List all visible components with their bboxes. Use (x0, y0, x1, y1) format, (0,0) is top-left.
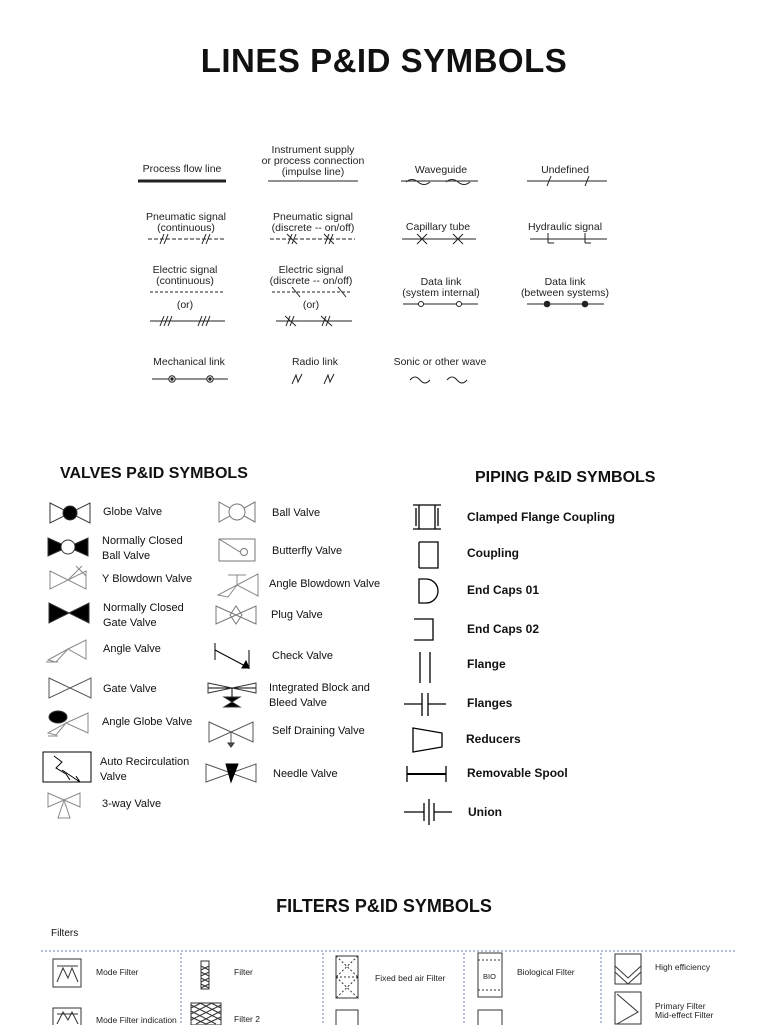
filter-label-biological: Biological Filter (517, 967, 575, 977)
valves-section-title: VALVES P&ID SYMBOLS (60, 465, 248, 482)
filter-symbol (201, 961, 209, 989)
filters-subtitle: Filters (51, 928, 79, 939)
filter-bio-box-text: BIO (483, 972, 496, 981)
filter-label-filter-2: Filter 2 (234, 1014, 260, 1024)
valve-label-self-draining: Self Draining Valve (272, 725, 365, 737)
piping-label-removable-spool: Removable Spool (467, 766, 568, 780)
filter-label-fixed-bed: Fixed bed air Filter (375, 973, 446, 983)
line-label-electric-discrete: Electric signal (discrete -- on/off) (269, 264, 353, 287)
line-label-undefined: Undefined (541, 164, 589, 176)
valve-label-nc-gate: Normally Closed Gate Valve (103, 602, 184, 629)
line-label-waveguide: Waveguide (414, 164, 468, 176)
line-or-electric-continuous: (or) (176, 299, 194, 311)
valve-label-3-way: 3-way Valve (102, 798, 162, 810)
filter-label-filter: Filter (234, 967, 253, 977)
biological-filter-symbol (478, 953, 502, 1025)
line-label-process-flow: Process flow line (142, 163, 222, 175)
piping-label-end-caps-02: End Caps 02 (467, 622, 540, 636)
valve-label-y-blowdown: Y Blowdown Valve (102, 573, 193, 585)
line-label-capillary-tube: Capillary tube (405, 221, 471, 233)
piping-label-flange: Flange (467, 657, 506, 671)
line-label-data-link-between: Data link (between systems) (520, 276, 610, 299)
line-label-data-link-internal: Data link (system internal) (402, 276, 480, 299)
filter-label-mode-indication: Mode Filter indication (96, 1015, 177, 1025)
valve-label-ball: Ball Valve (272, 507, 321, 519)
valve-label-auto-recirculation: Auto Recirculation Valve (100, 756, 190, 783)
piping-label-union: Union (468, 805, 502, 819)
high-efficiency-filter-symbol (615, 954, 641, 984)
piping-label-flanges: Flanges (467, 696, 513, 710)
filter-label-high-efficiency: High efficiency (655, 962, 711, 972)
line-label-instrument-supply: Instrument supply or process connection (impulse line) (261, 144, 365, 178)
primary-filter-symbol (615, 992, 641, 1024)
valve-label-nc-ball: Normally Closed Ball Valve (102, 535, 183, 562)
filter-label-mode: Mode Filter (96, 967, 139, 977)
valve-label-angle-globe: Angle Globe Valve (102, 716, 193, 728)
valve-label-butterfly: Butterfly Valve (272, 545, 343, 557)
filters-section-title: FILTERS P&ID SYMBOLS (276, 896, 492, 916)
mode-filter-indication-symbol (53, 1008, 81, 1025)
valve-label-globe: Globe Valve (103, 506, 163, 518)
piping-label-clamped-flange: Clamped Flange Coupling (467, 510, 616, 524)
piping-label-end-caps-01: End Caps 01 (467, 583, 540, 597)
piping-label-reducers: Reducers (466, 732, 521, 746)
valve-label-plug: Plug Valve (271, 609, 323, 621)
valve-label-angle-blowdown: Angle Blowdown Valve (269, 578, 381, 590)
line-label-mechanical-link: Mechanical link (153, 356, 225, 368)
page-title: LINES P&ID SYMBOLS (200, 42, 568, 79)
filter-label-primary: Primary Filter Mid-effect Filter (655, 1001, 714, 1020)
valve-label-angle: Angle Valve (103, 643, 161, 655)
piping-label-coupling: Coupling (467, 546, 519, 560)
line-label-pneumatic-discrete: Pneumatic signal (discrete -- on/off) (271, 211, 355, 234)
valve-label-needle: Needle Valve (273, 768, 338, 780)
valve-label-gate: Gate Valve (103, 683, 157, 695)
fixed-bed-filter-symbol (336, 956, 358, 1025)
line-or-electric-discrete: (or) (302, 299, 320, 311)
line-label-hydraulic: Hydraulic signal (527, 221, 603, 233)
line-label-sonic-wave: Sonic or other wave (393, 356, 487, 368)
line-label-pneumatic-continuous: Pneumatic signal (continuous) (146, 211, 226, 234)
filter-2-symbol (191, 1003, 221, 1025)
line-label-electric-continuous: Electric signal (continuous) (152, 264, 218, 287)
piping-section-title: PIPING P&ID SYMBOLS (475, 469, 656, 486)
line-label-radio-link: Radio link (291, 356, 339, 368)
valve-label-check: Check Valve (272, 650, 333, 662)
mode-filter-symbol (53, 959, 81, 987)
valve-label-block-bleed: Integrated Block and Bleed Valve (269, 682, 370, 709)
